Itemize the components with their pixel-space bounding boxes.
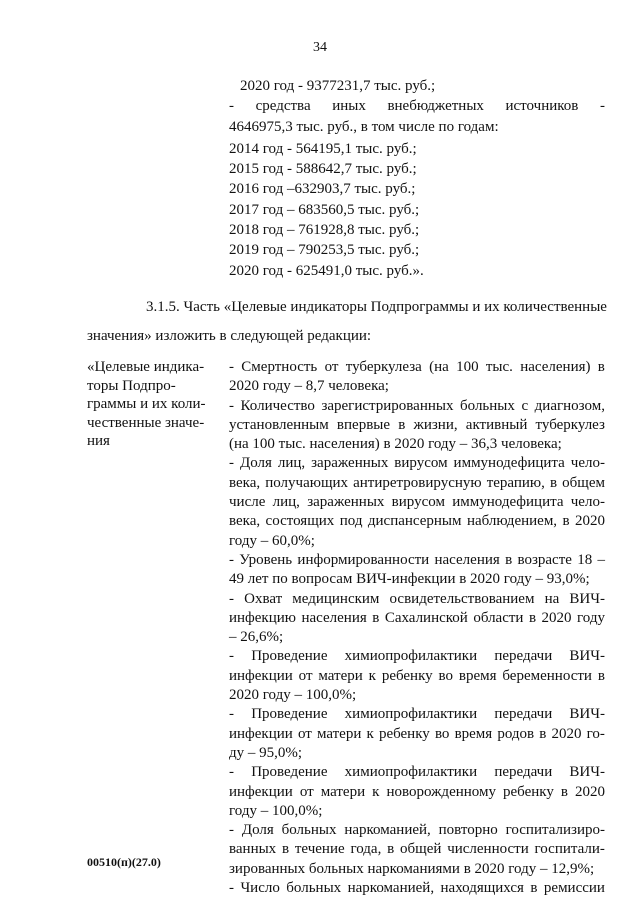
- word: ду – 95,0%;: [229, 744, 303, 761]
- word: -: [229, 98, 234, 114]
- word: году – 60,0%;: [229, 532, 315, 549]
- word: диспансерным: [367, 513, 462, 530]
- indicator-line: [229, 879, 605, 898]
- word: -: [229, 590, 234, 607]
- indicator-line: [229, 802, 605, 821]
- word: Число: [240, 880, 280, 897]
- word: населения: [301, 609, 367, 626]
- indicator-line: [229, 435, 605, 454]
- other-funds-total: 4646975,3 тыс. руб., в том числе по годам:: [229, 119, 499, 135]
- word: лиц,: [272, 494, 300, 511]
- word: во: [434, 725, 450, 742]
- word: Смертность: [241, 359, 318, 375]
- indicator-line: [229, 590, 605, 609]
- label-line: ния: [87, 433, 110, 449]
- word: информированности: [297, 551, 430, 568]
- word: активный: [465, 416, 528, 433]
- word: 18: [577, 551, 593, 568]
- word: госпитали-: [534, 841, 605, 858]
- word: -: [229, 455, 234, 472]
- label-line: торы Подпро-: [87, 377, 176, 394]
- word: в: [387, 841, 395, 858]
- word: в: [398, 416, 406, 433]
- indicator-line: [229, 609, 605, 628]
- word: ВИЧ-: [569, 764, 605, 781]
- indicator-line: [229, 763, 605, 782]
- label-line: «Целевые индика-: [87, 359, 205, 375]
- word: -: [229, 551, 234, 568]
- word: во: [438, 667, 454, 684]
- word: от: [324, 359, 339, 375]
- word: инфекции: [229, 725, 293, 742]
- word: 100: [456, 359, 479, 375]
- word: общей: [400, 841, 442, 858]
- word: 2020 году – 8,7 человека;: [229, 378, 389, 395]
- word: в: [597, 359, 605, 375]
- word: наркоманией,: [344, 822, 431, 839]
- word: (на 100 тыс. населения) в 2020 году – 36,3 человека;: [229, 436, 562, 453]
- word: -: [229, 822, 234, 839]
- word: в: [530, 880, 538, 897]
- word: химиопрофилактики: [344, 764, 478, 781]
- word: 2020: [541, 609, 572, 626]
- word: вирусом: [394, 455, 448, 472]
- word: время: [458, 667, 497, 684]
- word: иных: [332, 98, 366, 114]
- word: чело-: [570, 455, 605, 472]
- budget-line-2020: 2020 год - 9377231,7 тыс. руб.;: [240, 78, 436, 94]
- word: зированных больных наркоманиями в 2020 году – 12,9%;: [229, 860, 595, 877]
- word: на: [544, 590, 560, 607]
- page-number: 34: [313, 40, 327, 55]
- word: Количество: [240, 397, 315, 414]
- word: – 26,6%;: [229, 629, 284, 646]
- word: –: [597, 551, 605, 568]
- word: госпитализиро-: [505, 822, 605, 839]
- word: году – 100,0%;: [229, 802, 323, 819]
- word: впервые: [336, 416, 391, 433]
- year-line: 2014 год - 564195,1 тыс. руб.;: [229, 141, 417, 157]
- word: зарегистрированных: [321, 397, 454, 414]
- word: Проведение: [251, 706, 328, 723]
- word: в: [281, 841, 290, 858]
- word: -: [229, 648, 234, 665]
- word: матери: [318, 667, 363, 684]
- indicator-line: [229, 474, 605, 493]
- word: -: [229, 880, 234, 897]
- word: передачи: [494, 648, 553, 665]
- indicator-line: [229, 551, 605, 570]
- word: Проведение: [251, 648, 328, 665]
- indicator-line: [229, 647, 605, 666]
- word: в: [560, 783, 568, 800]
- word: получающих: [265, 474, 349, 491]
- year-line: 2019 год – 790253,5 тыс. руб.;: [229, 242, 420, 258]
- indicator-values-column: [229, 358, 605, 898]
- word: -: [599, 98, 605, 114]
- indicator-line: [229, 570, 605, 589]
- indicator-line: [229, 705, 605, 724]
- word: -: [229, 764, 234, 781]
- word: в: [372, 609, 380, 626]
- word: в: [549, 474, 558, 491]
- indicator-line: [229, 512, 605, 531]
- word: Охват: [244, 590, 283, 607]
- word: инфекции: [229, 783, 293, 800]
- word: числе: [229, 494, 266, 511]
- word: время: [454, 725, 493, 742]
- word: передачи: [494, 706, 553, 723]
- word: жизни,: [413, 416, 458, 433]
- word: 2020: [575, 513, 605, 530]
- section-heading-cont: значения» изложить в следующей редакции:: [87, 328, 372, 344]
- indicator-line: [229, 397, 605, 416]
- word: населения: [434, 551, 500, 568]
- word: новорожденному: [386, 783, 496, 800]
- word: находящихся: [440, 880, 524, 897]
- word: ремиссии: [543, 880, 605, 897]
- word: тыс.: [485, 359, 513, 375]
- indicator-line: [229, 416, 605, 435]
- word: антиретровирусную: [353, 474, 482, 491]
- word: освидетельствованием: [389, 590, 535, 607]
- word: ребенку: [378, 725, 430, 742]
- word: матери: [320, 783, 366, 800]
- indicator-line: [229, 532, 605, 551]
- word: ВИЧ-: [569, 648, 605, 665]
- word: химиопрофилактики: [344, 648, 478, 665]
- word: 2020: [575, 783, 605, 800]
- word: 2020 году – 100,0%;: [229, 687, 357, 704]
- word: го-: [586, 725, 605, 742]
- year-line: 2016 год –632903,7 тыс. руб.;: [229, 181, 416, 197]
- word: родов: [497, 725, 535, 742]
- word: медицинским: [292, 590, 380, 607]
- word: общем: [562, 474, 605, 491]
- word: чело-: [570, 494, 605, 511]
- word: туберкулеза: [345, 359, 422, 375]
- indicator-line: [229, 821, 605, 840]
- word: Доля: [241, 822, 274, 839]
- word: установленным: [229, 416, 329, 433]
- indicator-line: [229, 860, 605, 879]
- word: источников: [505, 98, 579, 114]
- word: беременности: [502, 667, 592, 684]
- indicator-label-column: [87, 358, 227, 451]
- word: внебюджетных: [387, 98, 484, 114]
- word: инфекции: [229, 667, 293, 684]
- word: в: [597, 667, 605, 684]
- indicator-line: [229, 725, 605, 744]
- word: ВИЧ-: [569, 590, 605, 607]
- word: ванных: [229, 841, 277, 858]
- word: от: [299, 783, 314, 800]
- word: к: [368, 667, 376, 684]
- word: -: [229, 359, 234, 375]
- word: под: [339, 513, 363, 530]
- word: от: [298, 667, 313, 684]
- word: века,: [229, 474, 261, 491]
- year-line: 2020 год - 625491,0 тыс. руб.».: [229, 263, 424, 279]
- indicator-line: [229, 493, 605, 512]
- word: больных: [281, 822, 337, 839]
- section-heading: 3.1.5. Часть «Целевые индикаторы Подпрограммы и их количественные: [146, 299, 607, 315]
- word: в: [562, 513, 570, 530]
- label-line: чественные значе-: [87, 414, 205, 431]
- indicator-line: [229, 744, 605, 763]
- word: течение: [294, 841, 345, 858]
- word: численности: [447, 841, 529, 858]
- word: диагнозом,: [534, 397, 605, 414]
- word: наблюдением,: [466, 513, 558, 530]
- word: к: [366, 725, 374, 742]
- word: состоящих: [265, 513, 335, 530]
- word: вирусом: [391, 494, 445, 511]
- indicator-line: [229, 454, 605, 473]
- word: повторно: [438, 822, 498, 839]
- word: наркоманией,: [347, 880, 435, 897]
- word: с: [521, 397, 529, 414]
- word: Доля: [239, 455, 272, 472]
- word: ребенку: [503, 783, 554, 800]
- word: средства: [255, 98, 311, 114]
- word: химиопрофилактики: [344, 706, 478, 723]
- indicator-line: [229, 358, 605, 377]
- indicator-line: [229, 377, 605, 396]
- word: передачи: [494, 764, 553, 781]
- word: Сахалинской: [384, 609, 468, 626]
- word: населения): [520, 359, 591, 375]
- word: в: [528, 609, 537, 626]
- word: в: [505, 551, 513, 568]
- word: 49 лет по вопросам ВИЧ-инфекции в 2020 году – 93,0%;: [229, 571, 590, 588]
- word: инфекцию: [229, 609, 296, 626]
- word: терапию,: [486, 474, 545, 491]
- word: (на: [429, 359, 449, 375]
- word: -: [229, 397, 234, 414]
- indicator-line: [229, 667, 605, 686]
- indicator-line: [229, 628, 605, 647]
- word: года,: [350, 841, 382, 858]
- word: -: [229, 706, 234, 723]
- word: больных: [286, 880, 342, 897]
- word: в: [539, 725, 547, 742]
- word: ВИЧ-: [569, 706, 605, 723]
- word: иммунодефицита: [452, 494, 564, 511]
- word: к: [372, 783, 380, 800]
- word: лиц,: [277, 455, 306, 472]
- word: области: [473, 609, 524, 626]
- word: зараженных: [307, 494, 385, 511]
- word: году: [577, 609, 605, 626]
- word: матери: [316, 725, 362, 742]
- indicator-line: [229, 686, 605, 705]
- word: Уровень: [239, 551, 293, 568]
- indicator-line: [229, 783, 605, 802]
- word: зараженных: [311, 455, 389, 472]
- word: ребенку: [381, 667, 433, 684]
- word: Проведение: [251, 764, 328, 781]
- year-line: 2018 год – 761928,8 тыс. руб.;: [229, 222, 420, 238]
- word: 2020: [551, 725, 582, 742]
- year-line: 2015 год - 588642,7 тыс. руб.;: [229, 161, 417, 177]
- indicator-line: [229, 840, 605, 859]
- word: иммунодефицита: [453, 455, 565, 472]
- document-code: 00510(п)(27.0): [87, 855, 161, 869]
- word: века,: [229, 513, 261, 530]
- word: возрасте: [517, 551, 572, 568]
- other-funds-line: [229, 97, 605, 115]
- year-line: 2017 год – 683560,5 тыс. руб.;: [229, 202, 420, 218]
- word: больных: [460, 397, 515, 414]
- word: от: [297, 725, 312, 742]
- word: туберкулез: [535, 416, 605, 433]
- label-line: граммы и их коли-: [87, 396, 206, 412]
